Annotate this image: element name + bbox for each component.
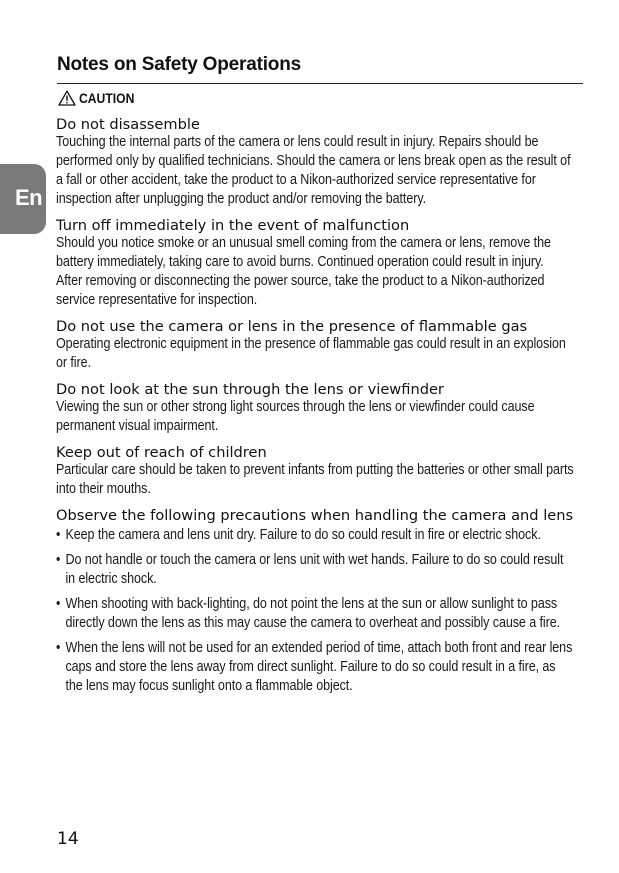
bullet-marker: • xyxy=(56,527,61,543)
section-paragraph: Touching the internal parts of the camera or lens could result in injury. Repairs should be performed only by qualified technicians. Should the camera or lens break open as the result of a fall or other accident, take the product to a Nikon-authorized service representative for inspection after unplugging the product and/or removing the battery. xyxy=(56,134,571,207)
language-tab xyxy=(0,164,46,234)
section-malfunction xyxy=(56,217,586,310)
title-divider xyxy=(57,83,583,84)
section-flammable-gas xyxy=(56,318,586,373)
section-body xyxy=(56,526,574,696)
section-body xyxy=(56,133,574,209)
bullet-marker: • xyxy=(56,640,61,656)
section-sun-viewfinder xyxy=(56,381,586,436)
section-handling-precautions xyxy=(56,507,586,696)
section-paragraph: Should you notice smoke or an unusual smell coming from the camera or lens, remove the battery immediately, taking care to avoid burns. Continued operation could result in injury. xyxy=(56,235,551,270)
section-body xyxy=(56,461,574,499)
section-do-not-disassemble xyxy=(56,116,586,209)
list-item-text: Keep the camera and lens unit dry. Failure to do so could result in fire or electric shock. xyxy=(65,527,541,543)
section-heading: Do not use the camera or lens in the presence of flammable gas xyxy=(56,318,528,335)
caution-label xyxy=(58,90,141,106)
list-item xyxy=(56,639,574,696)
bullet-marker: • xyxy=(56,552,61,568)
page-title: Notes on Safety Operations xyxy=(57,54,301,75)
list-item-text: When the lens will not be used for an extended period of time, attach both front and rear lens caps and store the lens away from direct sunlight. Failure to do so could result in a fire, as the lens may focus sunlight onto a flammable object. xyxy=(65,640,573,694)
section-heading: Do not disassemble xyxy=(56,116,200,133)
safety-notes xyxy=(56,116,586,704)
section-children xyxy=(56,444,586,499)
section-paragraph: Viewing the sun or other strong light sources through the lens or viewfinder could cause permanent visual impairment. xyxy=(56,399,535,434)
section-paragraph: Operating electronic equipment in the presence of flammable gas could result in an explosion or fire. xyxy=(56,336,566,371)
caution-text: CAUTION xyxy=(79,90,135,106)
section-heading: Do not look at the sun through the lens or viewfinder xyxy=(56,381,444,398)
section-heading: Turn off immediately in the event of malfunction xyxy=(56,217,410,234)
list-item xyxy=(56,595,574,633)
section-body xyxy=(56,398,574,436)
section-heading: Keep out of reach of children xyxy=(56,444,267,461)
precaution-list xyxy=(56,526,574,696)
language-tab-label: En xyxy=(15,185,43,210)
section-paragraph: After removing or disconnecting the power source, take the product to a Nikon-authorized service representative for inspection. xyxy=(56,273,545,308)
section-body xyxy=(56,335,574,373)
list-item xyxy=(56,551,574,589)
warning-triangle-icon xyxy=(58,90,76,106)
section-body xyxy=(56,234,574,310)
section-heading: Observe the following precautions when handling the camera and lens xyxy=(56,507,574,524)
list-item-text: Do not handle or touch the camera or lens unit with wet hands. Failure to do so could result in electric shock. xyxy=(65,552,564,587)
list-item xyxy=(56,526,574,545)
page-number: 14 xyxy=(57,829,79,849)
section-paragraph: Particular care should be taken to prevent infants from putting the batteries or other small parts into their mouths. xyxy=(56,462,574,497)
bullet-marker: • xyxy=(56,596,61,612)
list-item-text: When shooting with back-lighting, do not point the lens at the sun or allow sunlight to pass directly down the lens as this may cause the camera to overheat and possibly cause a fire. xyxy=(65,596,561,631)
